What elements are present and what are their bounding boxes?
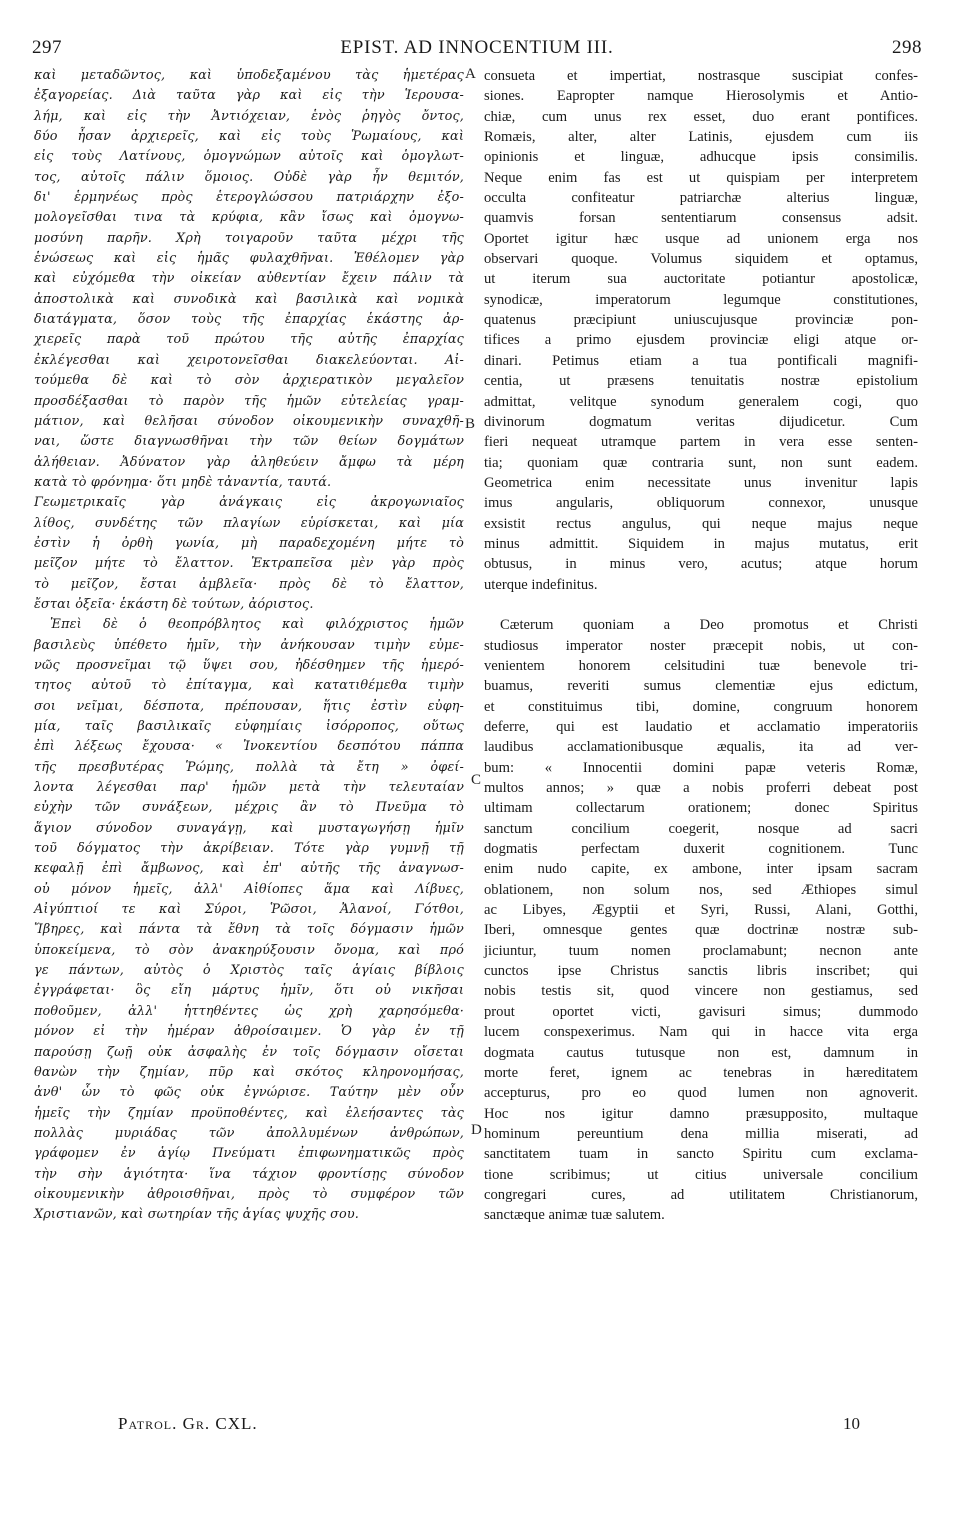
- latin-text-line: siones. Eapropter namque Hierosolymis et Antio-: [484, 88, 918, 105]
- greek-text-line: ἐπὶ λέξεως ἔχουσα· « Ἰνοκεντίου δεσπότου πάππα: [34, 739, 464, 755]
- greek-text-line: μεῖζον μήτε τὸ ἔλαττον. Ἐκτραπεῖσα μὲν γὰρ πρὸς: [34, 556, 464, 572]
- footer-series-label: Patrol. Gr. CXL.: [118, 1414, 258, 1433]
- greek-text-line: κεφαλῇ ἐπὶ ἄμβωνος, καὶ ἐπ' αὐτῆς τῆς ἀναγνωσ-: [34, 861, 464, 877]
- latin-text-line: ultimam collectarum orationem; donec Spiritus: [484, 800, 918, 817]
- latin-text-line: consueta et impertiat, nostrasque suscipiat confes-: [484, 68, 918, 84]
- page-header: [32, 37, 922, 59]
- greek-text-line: εἰς τοὺς Λατίνους, ὁμογνώμων αὐτοῖς καὶ ὁμογλωτ-: [34, 149, 464, 165]
- latin-text-line: accepturus, pro eo quod lumen non agnoverit.: [484, 1085, 918, 1102]
- greek-text-line: Χριστιανῶν, καὶ σωτηρίαν τῆς ἁγίας ψυχῆς σου.: [34, 1207, 359, 1223]
- section-marker-b: B: [465, 416, 476, 432]
- latin-text-line: obtusus, in minus vero, acutus; atque horum: [484, 556, 918, 573]
- latin-text-line: Romæis, alter, alter Latinis, ejusdem cum iis: [484, 129, 918, 146]
- greek-text-line: μάτιον, καὶ θελῆσαι σύνοδον οἰκουμενικὴν συναχθῆ-: [34, 413, 464, 429]
- latin-text-line: hominum pereuntium dena millia miserati, ad: [484, 1125, 918, 1142]
- latin-text-line: prout oportet victi, gavisuri simus; dummodo: [484, 1003, 918, 1020]
- latin-text-column: [484, 66, 918, 1226]
- latin-text-line: imus angularis, obliquorum connexor, unusque: [484, 495, 918, 512]
- latin-text-line: dogmata cautus tutusque non est, damnum in: [484, 1044, 918, 1061]
- greek-text-line: τος, αὐτοῖς πάλιν ὅμοιος. Οὐδὲ γὰρ ἦν θεμιτόν,: [34, 169, 464, 185]
- latin-text-line: bum: « Innocentii domini papæ veteris Romæ,: [484, 759, 918, 776]
- latin-text-line: et constituimus tibi, domine, congruum honorem: [484, 698, 918, 715]
- greek-text-line: Ἴβηρες, καὶ πάντα τὰ ἔθνη τὰ τοῖς δόγμασιν ἡμῶν: [34, 922, 464, 938]
- greek-text-line: ἔσται ὀξεῖα· ἑκάστη δὲ τούτων, ἀόριστος.: [34, 596, 314, 612]
- greek-text-line: μία, ταῖς βασιλικαῖς εὐφημίαις ἰσόρροπος, οὕτως: [34, 719, 464, 734]
- greek-text-line: ἐστὶν ἡ ὀρθὴ γωνία, μὴ παραδεχομένη μήτε τὸ: [34, 535, 464, 551]
- greek-text-line: Γεωμετρικαῖς γὰρ ἀνάγκαις εἰς ἀκρογωνιαῖος: [34, 495, 464, 511]
- latin-text-line: fieri nequeat utramque partem in vera esse senten-: [484, 434, 918, 451]
- greek-text-line: Αἰγύπτιοί τε καὶ Σύροι, Ῥῶσοι, Ἀλανοί, Γότθοι,: [34, 902, 464, 918]
- greek-text-line: δι' ἑρμηνέως πρὸς ἑτερογλώσσου πατριάρχην ἐξο-: [34, 190, 464, 206]
- greek-text-line: καὶ μεταδῶντος, καὶ ὑποδεξαμένου τὰς ἡμετέρας: [34, 68, 464, 83]
- latin-text-line: nobis testis sit, quod vincere non gestiamus, sed: [484, 983, 918, 1000]
- greek-text-line: τὴν σὴν ἁγιότητα· ἵνα τάχιον φροντίσῃς σύνοδον: [34, 1166, 464, 1182]
- latin-text-line: sanctæque animæ tuæ salutem.: [484, 1207, 665, 1224]
- greek-text-line: ὑποκείμενα, τὸ σὸν ἀνακηρύξουσιν ὄνομα, καὶ πρό: [34, 942, 464, 958]
- latin-text-line: ac Libyes, Ægyptii et Syri, Russi, Alani, Gotthi,: [484, 902, 918, 919]
- greek-text-line: λίθος, συνδέτης τῶν πλαγίων εὑρίσκεται, καὶ μία: [34, 515, 464, 531]
- greek-text-line: ναι, ὥστε διαγνωσθῆναι τὴν τῶν θείων δογμάτων: [34, 434, 464, 450]
- latin-text-line: tione scribimus; ut citius universale concilium: [484, 1166, 918, 1183]
- latin-text-line: congregari cures, ad utilitatem Christianorum,: [484, 1186, 918, 1203]
- greek-text-line: λήμ, καὶ εἰς τὴν Ἀντιόχειαν, ἑνὸς ῥηγὸς ὄντος,: [34, 108, 464, 124]
- greek-text-line: θανὼν τὴν ζημίαν, πῦρ καὶ σκότος κληρονομήσας,: [34, 1064, 464, 1080]
- greek-text-line: τούμεθα δὲ καὶ τὸ σὸν ἀρχιερατικὸν μεγαλεῖον: [34, 373, 464, 389]
- greek-text-line: παρούσῃ ζωῇ οὐκ ἀσφαλὴς ἐν τοῖς δόγμασιν οἴσεται: [34, 1044, 464, 1060]
- latin-text-line: observari quoque. Volumus siquidem et optamus,: [484, 251, 918, 268]
- greek-text-line: τητος αὐτοῦ τὸ ἐπίταγμα, καὶ κατατιθέμεθα τιμὴν: [34, 678, 464, 694]
- latin-text-line: venientem honorem celsitudini tuæ benevole tri-: [484, 657, 918, 674]
- greek-text-line: σοι νεῖμαι, δέσποτα, πρέπουσαν, ἥτις ἐστὶν εὐφη-: [34, 698, 464, 714]
- right-page-number: 298: [892, 37, 922, 58]
- section-marker-a: A: [465, 66, 476, 82]
- greek-text-line: προσδέξασθαι τὸ παρὸν τῆς ἡμῶν εὐτελείας γραμ-: [34, 393, 464, 409]
- latin-text-line: sanctitatem tuam in sancto Spiritu cum exclama-: [484, 1146, 918, 1163]
- latin-text-line: dogmatis perfectam duxerit cognitionem. Tunc: [484, 841, 918, 858]
- latin-text-line: occulta confiteatur patriarchæ alterius linguæ,: [484, 190, 918, 207]
- latin-text-line: centia, ut præsens tenuitatis nostræ epistolium: [484, 373, 918, 390]
- latin-text-line: quamvis forsan sententiarum consensus adsit.: [484, 210, 918, 227]
- greek-text-line: ἀλήθειαν. Ἀδύνατον γὰρ ἀληθεύειν ἄμφω τὰ μέρη: [34, 454, 464, 470]
- latin-text-line: Iberi, omnesque gentes quæ doctrinæ nostræ sub-: [484, 922, 918, 939]
- greek-text-line: πολλὰς μυριάδας τῶν ἀπολλυμένων ἀνθρώπων,: [34, 1125, 464, 1141]
- greek-text-line: λοντα λέγεσθαι παρ' ἡμῶν μετὰ τὴν τελευταίαν: [34, 780, 464, 796]
- greek-text-line: μόνον εἰ τὴν ἡμέραν ἀθροίσαιμεν. Ὁ γὰρ ἐν τῇ: [34, 1024, 464, 1040]
- latin-text-line: Hoc nos igitur damno præsupposito, multaque: [484, 1105, 918, 1122]
- latin-text-line: buamus, reveriti sumus clementiæ ejus edictum,: [484, 678, 918, 695]
- greek-text-line: καὶ εὐχόμεθα τὴν οἰκείαν αὐθεντίαν ἔχειν πάλιν τὰ: [34, 271, 464, 287]
- latin-text-line: chiæ, cum unus rex esset, duo erant pontifices.: [484, 108, 918, 125]
- greek-text-line: ἐξαγορείας. Διὰ ταῦτα γὰρ καὶ εἰς τὴν Ἱερουσα-: [34, 88, 464, 104]
- greek-text-line: εὐχὴν τῶν συνάξεων, μέχρις ἂν τὸ Πνεῦμα τὸ: [34, 800, 464, 816]
- section-marker-c: C: [471, 772, 482, 788]
- greek-text-line: Ἐπεὶ δὲ ὁ θεοπρόβλητος καὶ φιλόχριστος ἡμῶν: [50, 617, 464, 633]
- greek-text-column: [34, 66, 464, 1226]
- greek-text-line: ἀνθ' ὧν τὸ φῶς οὐκ ἐγνώρισε. Ταύτην μὲν οὖν: [34, 1085, 464, 1101]
- latin-text-line: laudibus acclamationibusque æqualis, ita ad ver-: [484, 739, 918, 756]
- latin-text-line: divinorum dogmatum veritas dijudicetur. Cum: [484, 413, 918, 430]
- latin-text-line: morte feret, ignem ac tenebras in hæreditatem: [484, 1064, 918, 1081]
- latin-text-line: deferre, qui est laudatio et acclamatio imperatoriis: [484, 719, 918, 735]
- greek-text-line: γράφομεν ἐν ἁγίῳ Πνεύματι ἐπιφωνηματικῶς πρὸς: [34, 1146, 464, 1162]
- greek-text-line: δύο ἦσαν ἀρχιερεῖς, καὶ εἰς τοὺς Ῥωμαίους, καὶ: [34, 129, 464, 145]
- greek-text-line: κατὰ τὸ φρόνημα· ὅτι μηδὲ τἀναντία, ταυτά.: [34, 474, 332, 490]
- greek-text-line: ἐγγράφεται· ὃς εἴη μάρτυς ἡμῖν, ὅτι οὐ νικῆσαι: [34, 983, 464, 999]
- latin-text-line: uterque indefinitus.: [484, 576, 598, 593]
- latin-text-line: lucem conspexerimus. Nam qui in hacce vita erga: [484, 1024, 918, 1041]
- latin-text-line: ut iterum sua auctoritate potiantur apostolicæ,: [484, 271, 918, 288]
- greek-text-line: διατάγματα, ὅσον τοὺς τῆς ἐπαρχίας ἑκάστης ἀρ-: [34, 312, 464, 328]
- greek-text-line: τὸ μεῖζον, ἔσται ἀμβλεῖα· πρὸς δὲ τὸ ἔλαττον,: [34, 576, 464, 592]
- latin-text-line: exsistit rectus angulus, qui neque majus neque: [484, 515, 918, 532]
- greek-text-line: ἀποστολικὰ καὶ συνοδικὰ καὶ βασιλικὰ καὶ νομικὰ: [34, 291, 464, 307]
- greek-text-line: βασιλεὺς ὑπέθετο ἡμῖν, τὴν ἀνήκουσαν τιμὴν εὐμε-: [34, 637, 464, 653]
- greek-text-line: νῶς προσνεῖμαι τῷ ὕψει σου, ἠδέσθημεν τῆς ἡμερό-: [34, 657, 464, 673]
- latin-text-line: admittat, velitque synodum generalem cogi, quo: [484, 393, 918, 410]
- latin-text-line: tia; quoniam quæ contraria sunt, non sunt eadem.: [484, 454, 918, 471]
- greek-text-line: ἡμεῖς τὴν ζημίαν προϋποθέντες, καὶ ἐλεήσαντες τὰς: [34, 1105, 464, 1121]
- footer-folio-number: 10: [843, 1414, 860, 1433]
- running-title: EPIST. AD INNOCENTIUM III.: [340, 37, 614, 58]
- greek-text-line: τῆς πρεσβυτέρας Ῥώμης, πολλὰ τὰ ἔτη » ὀφεί-: [34, 759, 464, 775]
- latin-text-line: [484, 595, 918, 615]
- latin-text-line: enim nudo capite, ex ambone, inter ipsam sacram: [484, 861, 918, 878]
- greek-text-line: οἰκουμενικὴν ἀθροισθῆναι, πρὸς τὸ συμφέρον τῶν: [34, 1186, 464, 1202]
- latin-text-line: cunctos ipse Christus sanctis libris inscribet; qui: [484, 963, 918, 980]
- greek-text-line: ἑνώσεως καὶ εἰς ἡμᾶς φυλαχθῆναι. Ἐθέλομεν γὰρ: [34, 251, 464, 267]
- latin-text-line: oblationem, non solum nos, sed Æthiopes simul: [484, 881, 918, 898]
- latin-text-line: quatenus præcipiunt uniuscujusque provinciæ pon-: [484, 312, 918, 329]
- latin-text-line: minus admittit. Siquidem in majus mutatus, erit: [484, 535, 918, 552]
- latin-text-line: multos annos; » quæ a nobis proferri debeat post: [484, 780, 918, 797]
- latin-text-line: Oportet igitur hæc usque ad unionem erga nos: [484, 230, 918, 247]
- latin-text-line: synodicæ, imperatorum legumque constitutiones,: [484, 291, 918, 308]
- latin-text-line: Cæterum quoniam a Deo promotus et Christi: [500, 617, 918, 634]
- greek-text-line: ἅγιον σύνοδον συναγάγῃ, καὶ μυσταγωγήσῃ ἡμῖν: [34, 820, 464, 836]
- greek-text-line: ἐκλέγεσθαι καὶ χειροτονεῖσθαι διακελεύονται. Αἰ-: [34, 352, 464, 368]
- greek-text-line: γε πάντων, αὐτὸς ὁ Χριστὸς ταῖς ἁγίαις βίβλοις: [34, 963, 464, 979]
- greek-text-line: ποθοῦμεν, ἀλλ' ἡττηθέντες ὡς χρὴ χαρησόμεθα·: [34, 1003, 464, 1019]
- section-marker-d: D: [471, 1122, 482, 1138]
- latin-text-line: dinari. Petimus etiam a tua pontificali magnifi-: [484, 352, 918, 369]
- latin-text-line: studiosus imperator noster præcepit nobis, ut con-: [484, 637, 918, 654]
- greek-text-line: μοσύνη παρῆν. Χρὴ τοιγαροῦν ταῦτα μέχρι τῆς: [34, 230, 464, 246]
- latin-text-line: opinionis et linguæ, adhucque ipsis consimilis.: [484, 149, 918, 166]
- greek-text-line: οὐ μόνον ἡμεῖς, ἀλλ' Αἰθίοπες ἅμα καὶ Λίβυες,: [34, 881, 464, 897]
- greek-text-line: χιερεῖς παρὰ τοῦ πρώτου τῆς αὐτῆς ἐπαρχίας: [34, 332, 464, 348]
- latin-text-line: tifices a primo ejusdem provinciæ eligi atque or-: [484, 332, 918, 349]
- left-page-number: 297: [32, 37, 62, 58]
- greek-text-line: μολογεῖσθαι τινα τὰ κρύφια, κἂν ἴσως καὶ ὁμογνω-: [34, 210, 464, 226]
- latin-text-line: Neque enim fas est ut quispiam per interpretem: [484, 169, 918, 186]
- latin-text-line: jiciuntur, tuum nomen proclamabunt; necnon ante: [484, 942, 918, 959]
- latin-text-line: Geometrica enim necessitate unus invenitur lapis: [484, 474, 918, 491]
- latin-text-line: sanctum concilium coegerit, nosque ad sacri: [484, 820, 918, 837]
- greek-text-line: τοῦ δόγματος τὴν ἀκρίβειαν. Τότε γὰρ γυμνῇ τῇ: [34, 841, 464, 857]
